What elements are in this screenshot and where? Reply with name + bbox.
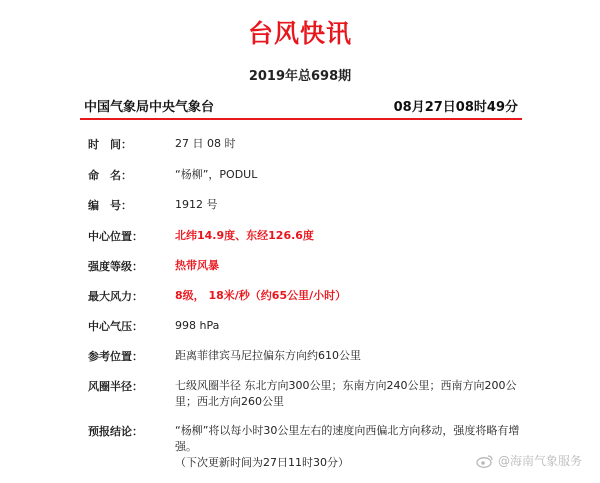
row-label: 风圈半径： bbox=[88, 380, 143, 393]
row-value: 热带风暴 bbox=[175, 259, 219, 272]
row-value: 距离菲律宾马尼拉偏东方向约610公里 bbox=[175, 349, 361, 362]
forecast-text: “杨柳”将以每小时30公里左右的速度向西偏北方向移动，强度将略有增强。 bbox=[175, 424, 520, 453]
agency-name: 中国气象局中央气象台 bbox=[84, 100, 215, 115]
row-value: 七级风圈半径 东北方向300公里；东南方向240公里；西南方向200公里；西北方向260公里 bbox=[175, 379, 517, 408]
row-label: 最大风力： bbox=[88, 290, 143, 303]
row-value: 998 hPa bbox=[175, 319, 220, 332]
watermark-text: @海南气象服务 bbox=[497, 454, 582, 468]
weibo-watermark bbox=[476, 452, 582, 469]
row-label: 时 间： bbox=[88, 138, 132, 151]
row-label: 命 名： bbox=[88, 169, 132, 182]
row-value: “杨柳”，PODUL bbox=[175, 168, 258, 181]
row-label: 编 号： bbox=[88, 199, 132, 212]
row-label: 预报结论： bbox=[88, 425, 143, 438]
row-value: 北纬14.9度、东经126.6度 bbox=[175, 229, 314, 242]
row-label: 强度等级： bbox=[88, 260, 143, 273]
row-label: 中心位置： bbox=[88, 230, 143, 243]
row-label: 中心气压： bbox=[88, 320, 143, 333]
issue-time: 08月27日08时49分 bbox=[393, 100, 518, 115]
row-value: 8级， 18米/秒（约65公里/小时） bbox=[175, 289, 347, 302]
row-value bbox=[175, 423, 523, 471]
header-divider bbox=[80, 118, 522, 120]
update-note: （下次更新时间为27日11时30分） bbox=[175, 456, 349, 469]
bulletin-title: 台风快讯 bbox=[247, 19, 352, 48]
weibo-icon bbox=[476, 454, 494, 468]
issue-number: 2019年总698期 bbox=[248, 69, 352, 84]
row-value: 1912 号 bbox=[175, 198, 218, 211]
row-label: 参考位置： bbox=[88, 350, 143, 363]
row-value: 27 日 08 时 bbox=[175, 137, 236, 150]
